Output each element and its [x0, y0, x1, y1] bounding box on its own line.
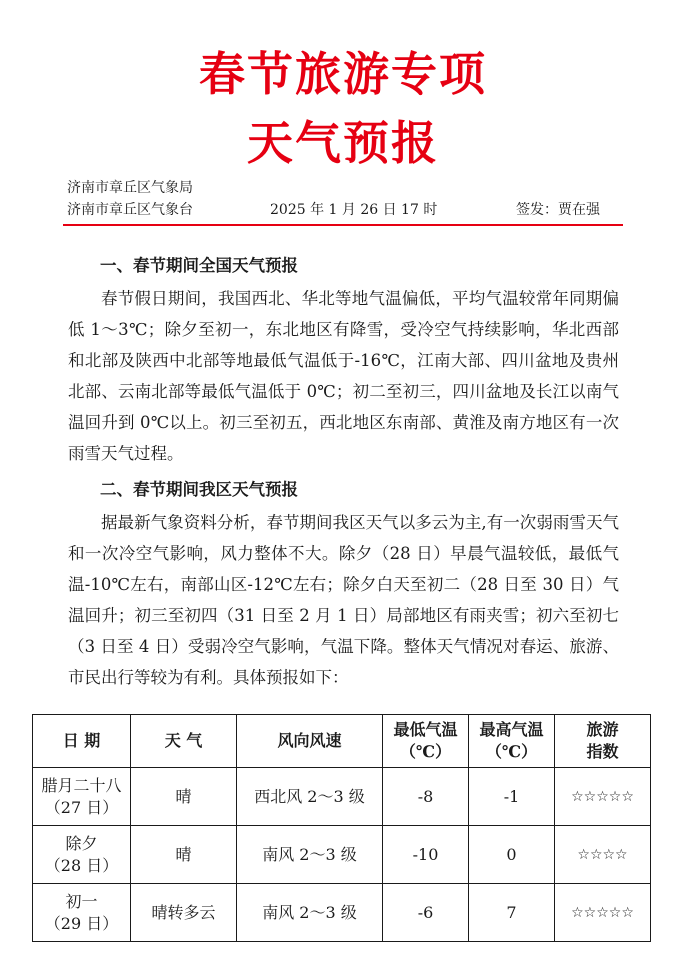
document-title-line-2: 天气预报	[247, 116, 439, 170]
row-travel-index: ☆☆☆☆☆	[555, 884, 651, 942]
row-travel-index: ☆☆☆☆☆	[555, 768, 651, 826]
row-date	[33, 768, 131, 826]
table-row	[33, 768, 651, 826]
issuing-bureau: 济南市章丘区气象局	[67, 180, 193, 196]
row-wind: 南风 2～3 级	[237, 826, 383, 884]
row-travel-index: ☆☆☆☆	[555, 826, 651, 884]
header-min-temp-unit: （℃）	[399, 742, 452, 761]
header-date: 日 期	[33, 715, 131, 768]
row-weather: 晴转多云	[131, 884, 237, 942]
header-min-temp	[383, 715, 469, 768]
row-wind: 西北风 2～3 级	[237, 768, 383, 826]
row-max-temp: 0	[469, 826, 555, 884]
row-max-temp: 7	[469, 884, 555, 942]
header-weather: 天 气	[131, 715, 237, 768]
row-date-lunar: 除夕	[65, 833, 98, 853]
row-max-temp: -1	[469, 768, 555, 826]
header-travel-index-line1: 旅游	[586, 720, 619, 739]
row-min-temp: -6	[383, 884, 469, 942]
issue-date: 2025 年 1 月 26 日 17 时	[270, 202, 438, 218]
header-min-temp-label: 最低气温	[393, 720, 458, 739]
document-title-line-1: 春节旅游专项	[199, 47, 487, 101]
row-date-day: （29 日）	[44, 913, 119, 933]
table-header-row	[33, 715, 651, 768]
row-date-lunar: 初一	[65, 891, 98, 911]
row-min-temp: -10	[383, 826, 469, 884]
row-min-temp: -8	[383, 768, 469, 826]
row-date-day: （28 日）	[44, 855, 119, 875]
table-row	[33, 826, 651, 884]
header-divider	[63, 224, 623, 226]
row-weather: 晴	[131, 768, 237, 826]
header-max-temp-unit: （℃）	[485, 742, 538, 761]
header-max-temp-label: 最高气温	[479, 720, 544, 739]
row-date-day: （27 日）	[44, 797, 119, 817]
row-date-lunar: 腊月二十八	[41, 775, 122, 795]
row-date	[33, 826, 131, 884]
section-2-paragraph: 据最新气象资料分析，春节期间我区天气以多云为主,有一次弱雨雪天气和一次冷空气影响，风力整体不大。除夕（28 日）早晨气温较低，最低气温-10℃左右，南部山区-12℃左右；除夕白天至初二（28 日至 30 日）气温回升；初三至初四（31 日至 2 月 1 日）局部地区有雨夹雪；初六至初七（3 日至 4 日）受弱冷空气影响，气温下降。整体天气情况对春运、旅游、市民出行等较为有利。具体预报如下：	[68, 513, 619, 687]
header-travel-index	[555, 715, 651, 768]
header-max-temp	[469, 715, 555, 768]
signer: 签发：贾在强	[516, 202, 600, 218]
table-row	[33, 884, 651, 942]
forecast-table	[32, 714, 651, 942]
row-weather: 晴	[131, 826, 237, 884]
section-1-paragraph: 春节假日期间，我国西北、华北等地气温偏低，平均气温较常年同期偏低 1～3℃；除夕至初一，东北地区有降雪，受冷空气持续影响，华北西部和北部及陕西中北部等地最低气温低于-16℃，江南大部、四川盆地及贵州北部、云南北部等最低气温低于 0℃；初二至初三，四川盆地及长江以南气温回升到 0℃以上。初三至初五，西北地区东南部、黄淮及南方地区有一次雨雪天气过程。	[68, 289, 619, 463]
issuing-station: 济南市章丘区气象台	[67, 202, 193, 218]
header-travel-index-line2: 指数	[586, 742, 619, 761]
header-wind: 风向风速	[237, 715, 383, 768]
row-wind: 南风 2～3 级	[237, 884, 383, 942]
section-1-heading: 一、春节期间全国天气预报	[100, 256, 298, 275]
row-date	[33, 884, 131, 942]
section-2-heading: 二、春节期间我区天气预报	[100, 480, 298, 499]
